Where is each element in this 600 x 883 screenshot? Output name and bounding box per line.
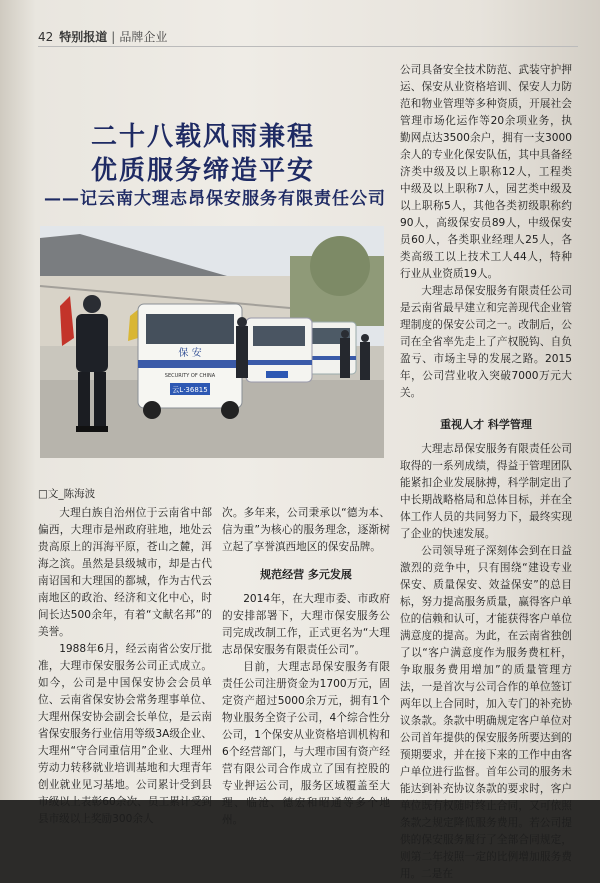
page-header: [38, 28, 167, 45]
page-number: 42: [38, 29, 54, 44]
subheading-standard-operation: 规范经营 多元发展: [260, 568, 352, 581]
paragraph: 大理白族自治州位于云南省中部偏西，大理市是州政府驻地，地处云贵高原上的洱海平原，苍山之麓，洱海之滨。虽然是县级城市，却是古代南诏国和大理国的都城，作为古代云南地区的政治、经济和文化中心，时间长达500余年，有着“文献名邦”的美誉。: [38, 507, 212, 638]
column-3: [400, 62, 572, 883]
paragraph-continued: 次。多年来，公司秉承以“德为本、信为重”为核心的服务理念，逐渐树立起了享誉滇西地区的保安品牌。: [222, 507, 390, 553]
article-photo: [40, 226, 384, 458]
paragraph: 1988年6月，经云南省公安厅批准，大理市保安服务公司正式成立。如今，公司是中国保安协会会员单位、云南省保安协会常务理事单位、大理州保安协会副会长单位，是云南省保安服务行业信用等级3A级企业、大理州“守合同重信用”企业、大理州劳动力转移就业培训基地和大理青年创业就业见习基地。公司累计受到县市级以上表彰60余次、员工累计受到县市级以上奖励300余人: [38, 643, 212, 825]
column-1: [38, 505, 212, 828]
headline-subtitle: ——记云南大理志昂保安服务有限责任公司: [44, 189, 386, 209]
column-2: [222, 505, 390, 829]
paragraph: 2014年，在大理市委、市政府的安排部署下，大理市保安服务公司完成改制工作，正式更名为“大理志昂保安服务有限责任公司”。: [222, 593, 390, 656]
van-label: 保 安: [178, 348, 202, 359]
headline-line1: 二十八载风雨兼程: [90, 122, 315, 152]
subheading-talent-management: 重视人才 科学管理: [440, 418, 532, 431]
headline-line2: 优质服务缔造平安: [90, 156, 315, 186]
paragraph: 大理志昂保安服务有限责任公司是云南省最早建立和完善现代企业管理制度的保安公司之一。改制后，公司在全省率先走上了产权脱钩、自负盈亏、市场主导的发展之路。2015年，公司营业收入突破7000万元大关。: [400, 285, 572, 399]
header-rule: [38, 46, 578, 47]
section-title: 特别报道: [59, 30, 108, 44]
byline: □文_陈海波: [38, 488, 96, 500]
subsection-title: 品牌企业: [119, 30, 168, 44]
paragraph: 目前，大理志昂保安服务有限责任公司注册资金为1700万元，固定资产超过5000余万元，拥有1个物业服务全资子公司，4个综合性分公司，1个保安从业资格培训机构和6个经营部门，与大理市国有资产经营有限公司合作成立了国有控股的专业押运公司，服务区域覆盖至大理、临沧、德宏和昭通等多个地州。: [222, 661, 390, 826]
header-divider: |: [111, 29, 116, 44]
paragraph: 大理志昂保安服务有限责任公司取得的一系列成绩，得益于管理团队能紧扣企业发展脉搏，科学制定出了中长期战略格局和总体目标，并在全体工作人员的共同努力下，最终实现了企业的快速发展。: [400, 443, 572, 540]
paragraph: 公司领导班子深刻体会到在日益激烈的竞争中，只有围绕“建设专业保安、质量保安、效益保安”的总目标，努力提高服务质量，赢得客户单位的信赖和认可，才能获得客户单位满意度的提高。为此，在云南省独创了以“客户满意度作为服务费杠杆，争取服务费用增加”的质量管理方法，一是首次与公司合作的单位签订两年以上合同时，加入专门的补充协议条款。条款中明确规定客户单位对公司首年提供的保安服务所要达到的预期要求，并在接下来的工作中由客户单位进行监督。首年公司的服务未能达到补充协议条款的要求时，客户单位既有权随时终止合同，又可依照条款之规定降低服务费用。若公司提供的保安服务履行了全部合同规定，则第二年按照一定的比例增加服务费用。二是在: [400, 545, 572, 880]
van-label-small: SECURITY OF CHINA: [164, 373, 216, 379]
license-plate: 云L·36815: [172, 386, 208, 394]
paragraph-continued: 公司具备安全技术防范、武装守护押运、保安从业资格培训、保安人力防范和物业管理等多种资质，开展社会管理市场化运作等20余项业务，执勤网点达3500余户，拥有一支3000余人的专业化保安队伍，其中具备经济类中级及以上职称12人，工程类中级及以上职称7人，园艺类中级及以上职称5人，其他各类初级职称约90人，高级保安员89人，中级保安员60人，各类职业经理人25人，各类高级工以上技术工人44人，特种行业从业资质19人。: [400, 64, 572, 280]
